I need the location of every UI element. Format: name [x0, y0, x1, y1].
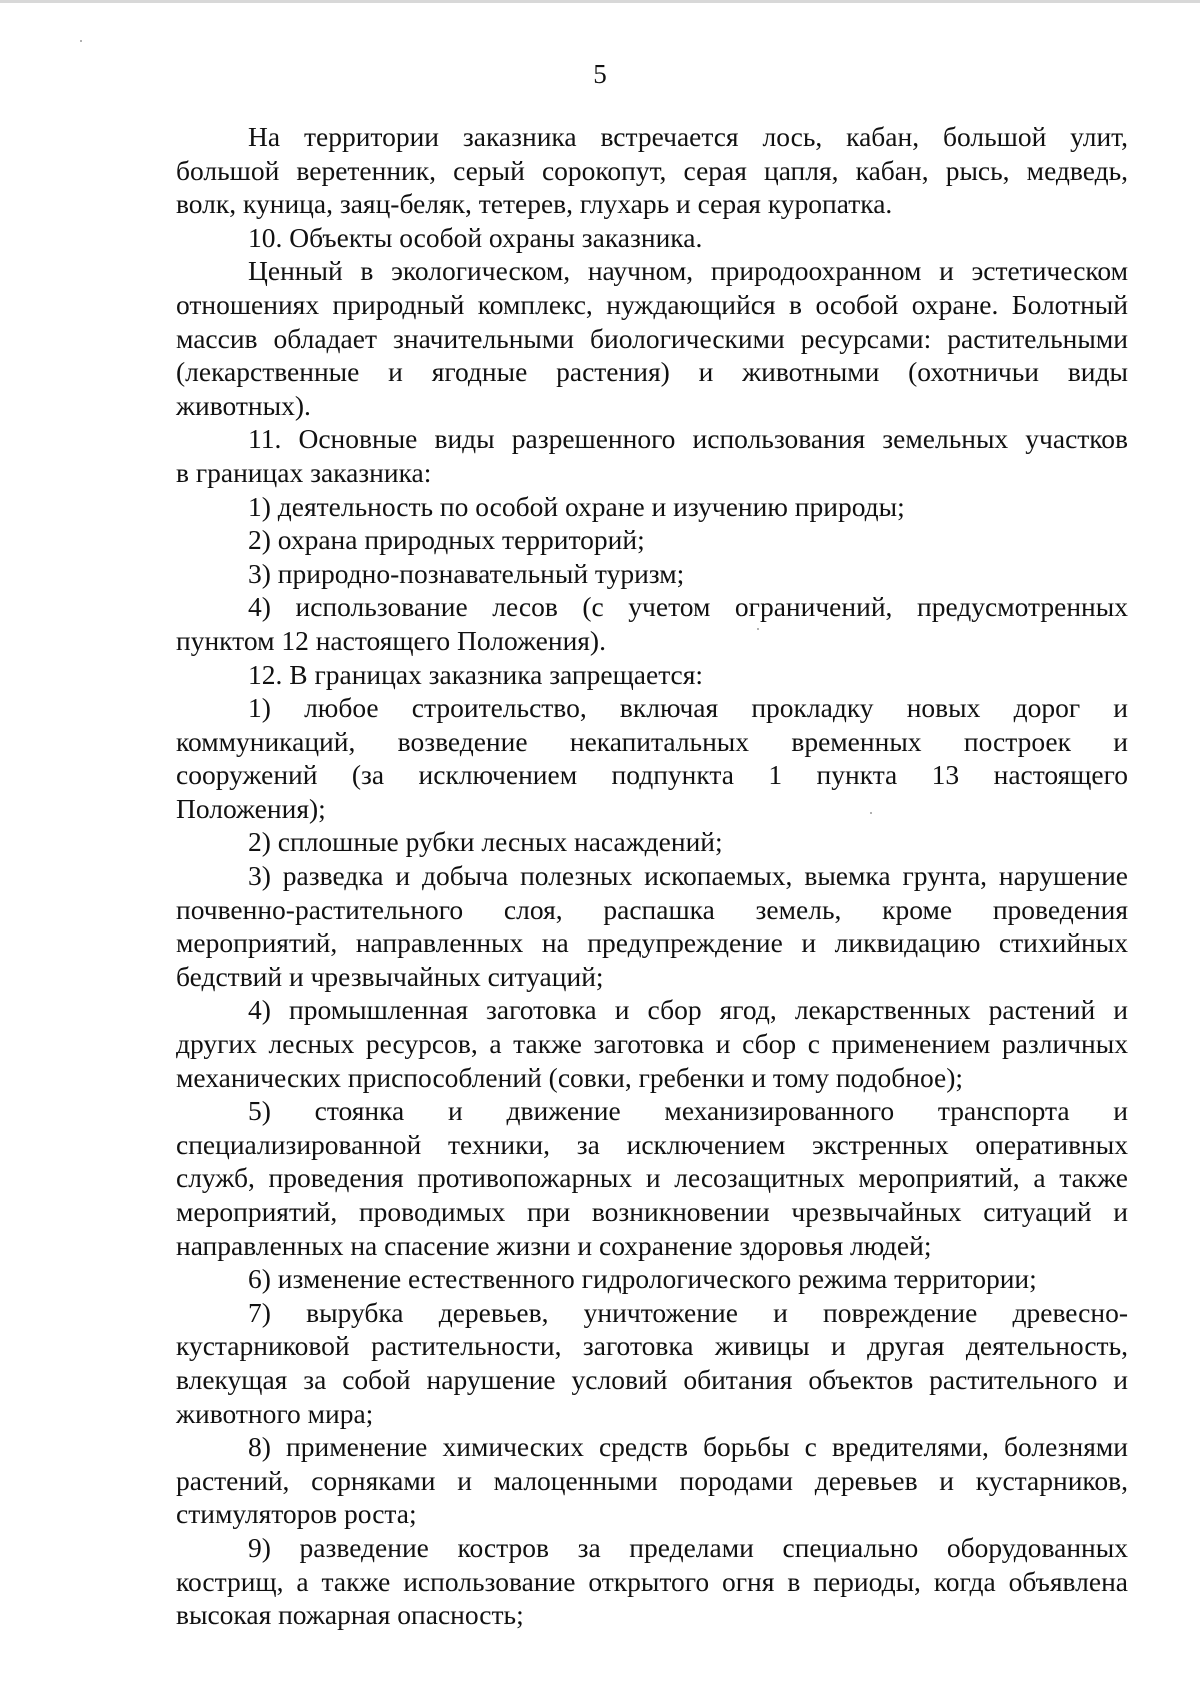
text-line: почвенно-растительного слоя, распашка земель, кроме проведения — [176, 893, 1128, 925]
text-line: 2) охрана природных территорий; — [248, 524, 645, 556]
text-line: 10. Объекты особой охраны заказника. — [248, 221, 703, 253]
text-line: 1) деятельность по особой охране и изучению природы; — [248, 490, 905, 522]
text-line: 11. Основные виды разрешенного использования земельных участков — [248, 423, 1128, 455]
text-line: механических приспособлений (совки, гребенки и тому подобное); — [176, 1061, 964, 1093]
text-line: специализированной техники, за исключением экстренных оперативных — [176, 1128, 1128, 1160]
text-line: коммуникаций, возведение некапитальных временных построек и — [176, 725, 1128, 757]
text-line: 4) промышленная заготовка и сбор ягод, лекарственных растений и — [248, 994, 1128, 1026]
text-line: служб, проведения противопожарных и лесозащитных мероприятий, а также — [176, 1162, 1128, 1194]
text-line: 1) любое строительство, включая прокладку новых дорог и — [248, 692, 1128, 724]
text-line: 3) разведка и добыча полезных ископаемых, выемка грунта, нарушение — [248, 860, 1128, 892]
text-line: 12. В границах заказника запрещается: — [248, 658, 704, 690]
text-line: 3) природно-познавательный туризм; — [248, 557, 685, 589]
document-body — [176, 120, 1128, 1632]
text-line: пунктом 12 настоящего Положения). — [176, 624, 606, 656]
text-line: 8) применение химических средств борьбы с вредителями, болезнями — [248, 1431, 1128, 1463]
text-line: 4) использование лесов (с учетом ограничений, предусмотренных — [248, 591, 1128, 623]
text-line: направленных на спасение жизни и сохранение здоровья людей; — [176, 1229, 932, 1261]
text-line: отношениях природный комплекс, нуждающийся в особой охране. Болотный — [176, 288, 1128, 320]
text-line: Ценный в экологическом, научном, природоохранном и эстетическом — [248, 255, 1128, 287]
text-line: мероприятий, проводимых при возникновении чрезвычайных ситуаций и — [176, 1196, 1128, 1227]
text-line: растений, сорняками и малоценными породами деревьев и кустарников, — [176, 1464, 1128, 1496]
text-line: 7) вырубка деревьев, уничтожение и повреждение древесно- — [248, 1296, 1128, 1328]
scan-top-edge — [0, 0, 1200, 3]
text-line: животных). — [176, 389, 311, 421]
text-line: животного мира; — [176, 1397, 374, 1429]
text-line: сооружений (за исключением подпункта 1 пункта 13 настоящего — [176, 759, 1128, 791]
text-line: кустарниковой растительности, заготовка живицы и другая деятельность, — [176, 1330, 1128, 1362]
page-number: 5 — [593, 59, 607, 89]
text-line: (лекарственные и ягодные растения) и животными (охотничьи виды — [176, 356, 1128, 388]
text-line: Положения); — [176, 792, 326, 824]
text-line: в границах заказника: — [176, 456, 432, 488]
text-line: 9) разведение костров за пределами специально оборудованных — [248, 1531, 1128, 1563]
text-line: бедствий и чрезвычайных ситуаций; — [176, 960, 604, 992]
text-line: 6) изменение естественного гидрологического режима территории; — [248, 1263, 1037, 1295]
text-line: массив обладает значительными биологическими ресурсами: растительными — [176, 322, 1128, 354]
text-line: 2) сплошные рубки лесных насаждений; — [248, 826, 723, 858]
text-line: влекущая за собой нарушение условий обитания объектов растительного и — [176, 1363, 1128, 1395]
text-line: мероприятий, направленных на предупреждение и ликвидацию стихийных — [176, 927, 1128, 959]
text-line: На территории заказника встречается лось, кабан, большой улит, — [248, 121, 1128, 152]
text-line: стимуляторов роста; — [176, 1498, 417, 1530]
text-line: большой веретенник, серый сорокопут, серая цапля, кабан, рысь, медведь, — [176, 154, 1128, 186]
text-line: 5) стоянка и движение механизированного транспорта и — [248, 1095, 1128, 1127]
scan-speck — [80, 40, 82, 42]
text-line: других лесных ресурсов, а также заготовка и сбор с применением различных — [176, 1028, 1128, 1060]
text-line: волк, куница, заяц-беляк, тетерев, глухарь и серая куропатка. — [176, 188, 893, 220]
text-line: высокая пожарная опасность; — [176, 1599, 524, 1631]
text-line: кострищ, а также использование открытого огня в периоды, когда объявлена — [176, 1565, 1128, 1597]
